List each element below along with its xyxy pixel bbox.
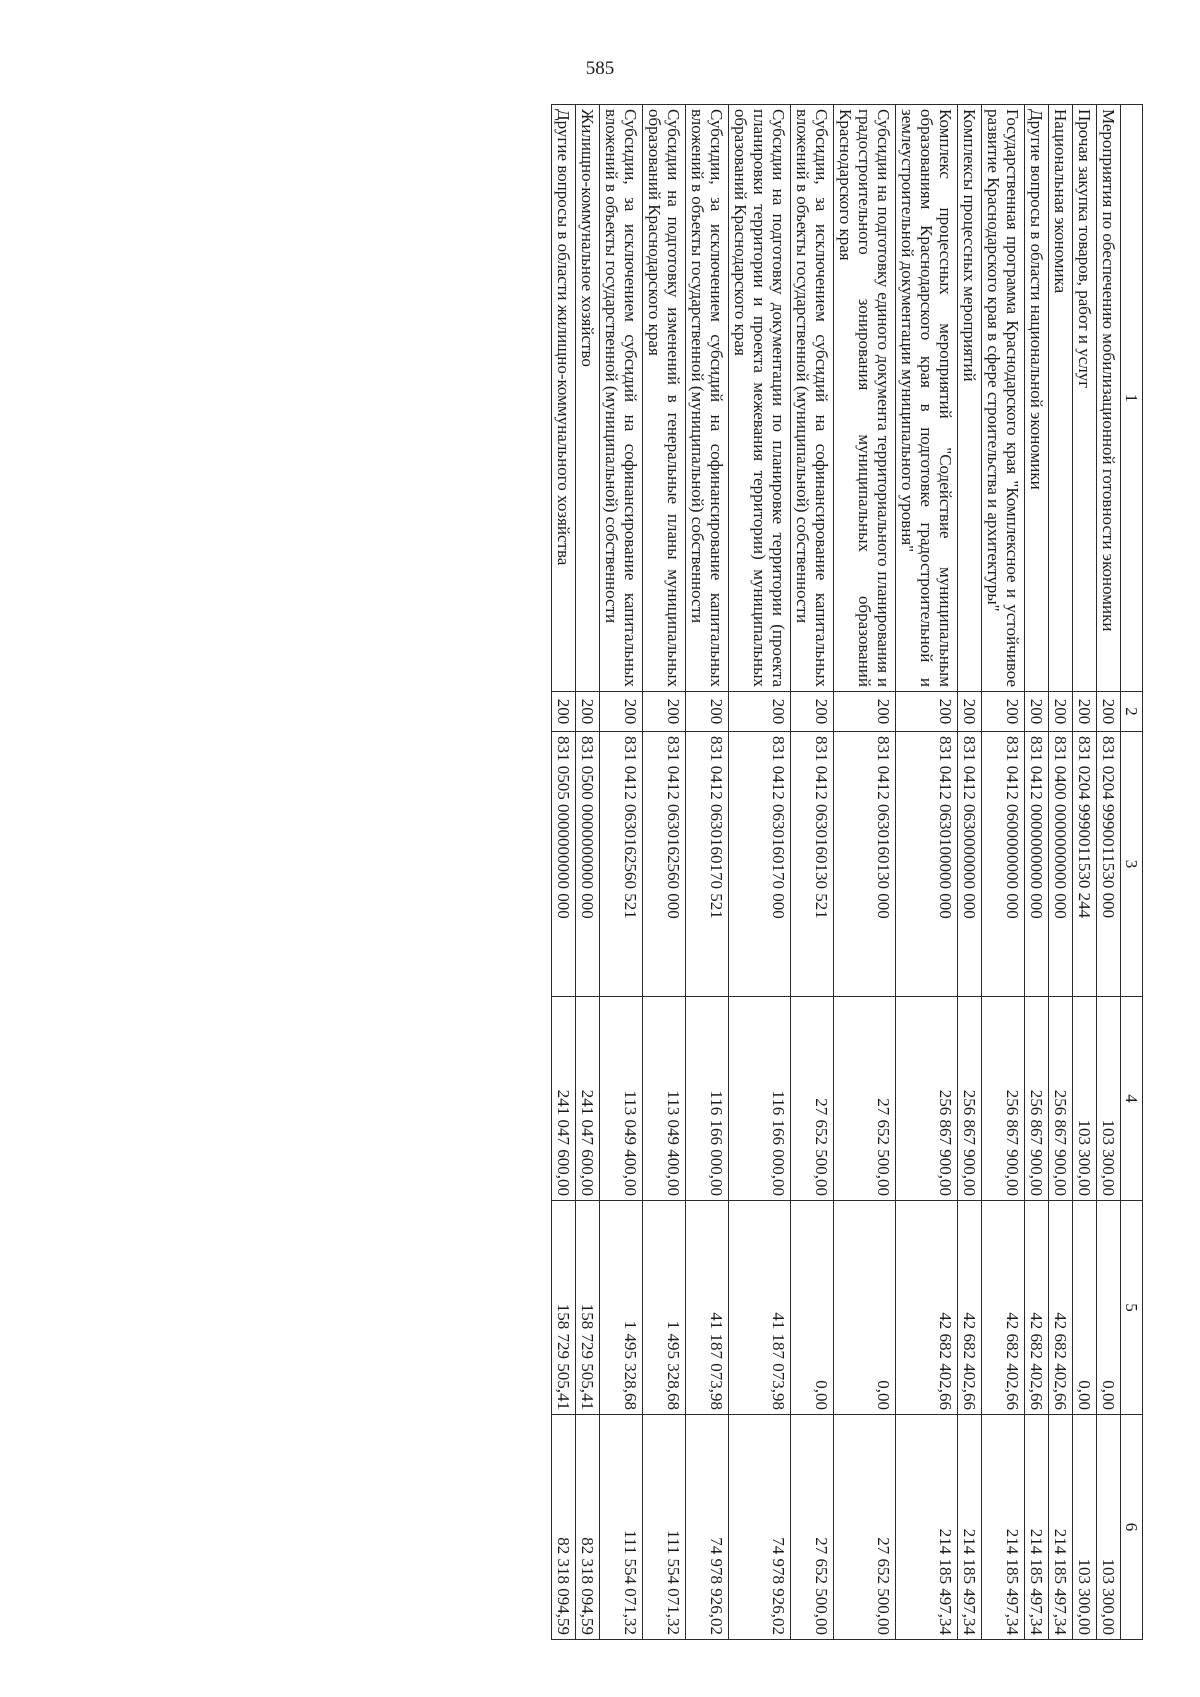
row-col6: 214 185 497,34 [1049, 1415, 1073, 1640]
row-col4: 113 049 400,00 [600, 997, 643, 1201]
table-row [576, 105, 600, 1640]
header-cell-1: 1 [1121, 105, 1143, 692]
row-col6: 82 318 094,59 [576, 1415, 600, 1640]
header-cell-2: 2 [1121, 692, 1143, 732]
row-col4: 256 867 900,00 [896, 997, 958, 1201]
header-cell-4: 4 [1121, 997, 1143, 1201]
header-cell-3: 3 [1121, 732, 1143, 997]
row-col5: 158 729 505,41 [552, 1201, 576, 1415]
row-col4: 256 867 900,00 [982, 997, 1025, 1201]
row-col5: 41 187 073,98 [686, 1201, 729, 1415]
row-code: 831 0412 0630162560 521 [600, 732, 643, 997]
row-name: Субсидии, за исключением субсидий на софинансирование капитальных вложений в объекты государственной (муниципальной) собственности [791, 105, 834, 692]
row-col2: 200 [1073, 692, 1097, 732]
row-col6: 103 300,00 [1097, 1415, 1121, 1640]
row-col4: 256 867 900,00 [1049, 997, 1073, 1201]
row-col2: 200 [729, 692, 791, 732]
row-col2: 200 [600, 692, 643, 732]
rotated-table-container [200, 104, 1143, 1639]
table-row [834, 105, 896, 1640]
row-name: Субсидии, за исключением субсидий на софинансирование капитальных вложений в объекты государственной (муниципальной) собственности [600, 105, 643, 692]
row-code: 831 0500 0000000000 000 [576, 732, 600, 997]
row-col4: 116 166 000,00 [729, 997, 791, 1201]
row-code: 831 0204 9990011530 244 [1073, 732, 1097, 997]
row-code: 831 0204 9990011530 000 [1097, 732, 1121, 997]
row-col5: 0,00 [791, 1201, 834, 1415]
row-col4: 27 652 500,00 [791, 997, 834, 1201]
row-code: 831 0412 0630160170 521 [686, 732, 729, 997]
row-col4: 27 652 500,00 [834, 997, 896, 1201]
table-row [729, 105, 791, 1640]
table-row [686, 105, 729, 1640]
row-code: 831 0412 0630160130 521 [791, 732, 834, 997]
row-name: Субсидии на подготовку документации по планировке территории (проекта планировки территории и проекта межевания территории) муниципальных образований Краснодарского края [729, 105, 791, 692]
row-col4: 256 867 900,00 [958, 997, 982, 1201]
row-code: 831 0412 0630100000 000 [896, 732, 958, 997]
row-col2: 200 [552, 692, 576, 732]
row-name: Жилищно-коммунальное хозяйство [576, 105, 600, 692]
row-name: Субсидии на подготовку изменений в генеральные планы муниципальных образований Краснодарского края [643, 105, 686, 692]
row-col2: 200 [896, 692, 958, 732]
row-name: Другие вопросы в области национальной экономики [1025, 105, 1049, 692]
row-col6: 103 300,00 [1073, 1415, 1097, 1640]
row-col2: 200 [1025, 692, 1049, 732]
row-col6: 74 978 926,02 [686, 1415, 729, 1640]
row-col4: 241 047 600,00 [576, 997, 600, 1201]
row-col6: 82 318 094,59 [552, 1415, 576, 1640]
table-row [1049, 105, 1073, 1640]
table-row [1097, 105, 1121, 1640]
row-name: Мероприятия по обеспечению мобилизационной готовности экономики [1097, 105, 1121, 692]
row-name: Комплексы процессных мероприятий [958, 105, 982, 692]
header-cell-5: 5 [1121, 1201, 1143, 1415]
row-col6: 111 554 071,32 [643, 1415, 686, 1640]
budget-table [551, 104, 1143, 1640]
row-col6: 214 185 497,34 [1025, 1415, 1049, 1640]
table-row [1073, 105, 1097, 1640]
row-code: 831 0412 0000000000 000 [1025, 732, 1049, 997]
row-code: 831 0412 0630160130 000 [834, 732, 896, 997]
row-name: Комплекс процессных мероприятий "Содействие муниципальным образованиям Краснодарского края в подготовке градостроительной и землеустроительной документации муниципального уровня" [896, 105, 958, 692]
row-code: 831 0412 0630160170 000 [729, 732, 791, 997]
row-name: Государственная программа Краснодарского края "Комплексное и устойчивое развитие Краснодарского края в сфере строительства и архитектуры" [982, 105, 1025, 692]
table-row [552, 105, 576, 1640]
row-col4: 116 166 000,00 [686, 997, 729, 1201]
row-col5: 42 682 402,66 [1025, 1201, 1049, 1415]
row-col4: 103 300,00 [1097, 997, 1121, 1201]
row-col2: 200 [686, 692, 729, 732]
header-cell-6: 6 [1121, 1415, 1143, 1640]
row-name: Субсидии на подготовку единого документа территориального планирования и градостроительного зонирования муниципальных образований Краснодарского края [834, 105, 896, 692]
row-code: 831 0505 0000000000 000 [552, 732, 576, 997]
row-name: Субсидии, за исключением субсидий на софинансирование капитальных вложений в объекты государственной (муниципальной) собственности [686, 105, 729, 692]
table-row [791, 105, 834, 1640]
row-col5: 0,00 [1097, 1201, 1121, 1415]
row-col2: 200 [1049, 692, 1073, 732]
row-col2: 200 [1097, 692, 1121, 732]
row-col6: 214 185 497,34 [958, 1415, 982, 1640]
row-col2: 200 [576, 692, 600, 732]
table-row [600, 105, 643, 1640]
row-col2: 200 [958, 692, 982, 732]
row-name: Другие вопросы в области жилищно-коммунального хозяйства [552, 105, 576, 692]
page-number: 585 [585, 58, 615, 79]
row-col5: 0,00 [834, 1201, 896, 1415]
row-col2: 200 [643, 692, 686, 732]
row-col5: 1 495 328,68 [600, 1201, 643, 1415]
row-name: Национальная экономика [1049, 105, 1073, 692]
row-code: 831 0412 0630162560 000 [643, 732, 686, 997]
row-code: 831 0412 0600000000 000 [982, 732, 1025, 997]
table-row [1025, 105, 1049, 1640]
row-name: Прочая закупка товаров, работ и услуг [1073, 105, 1097, 692]
row-col4: 103 300,00 [1073, 997, 1097, 1201]
row-col4: 113 049 400,00 [643, 997, 686, 1201]
table-row [982, 105, 1025, 1640]
row-col4: 256 867 900,00 [1025, 997, 1049, 1201]
row-col2: 200 [791, 692, 834, 732]
row-col5: 42 682 402,66 [1049, 1201, 1073, 1415]
row-col6: 214 185 497,34 [896, 1415, 958, 1640]
row-code: 831 0400 0000000000 000 [1049, 732, 1073, 997]
row-col2: 200 [982, 692, 1025, 732]
table-row [643, 105, 686, 1640]
header-row [1121, 105, 1143, 1640]
table-row [896, 105, 958, 1640]
row-col5: 41 187 073,98 [729, 1201, 791, 1415]
row-col5: 42 682 402,66 [896, 1201, 958, 1415]
row-col5: 42 682 402,66 [958, 1201, 982, 1415]
row-col2: 200 [834, 692, 896, 732]
row-col5: 0,00 [1073, 1201, 1097, 1415]
row-col6: 74 978 926,02 [729, 1415, 791, 1640]
row-col6: 27 652 500,00 [791, 1415, 834, 1640]
row-col4: 241 047 600,00 [552, 997, 576, 1201]
row-col6: 27 652 500,00 [834, 1415, 896, 1640]
row-col6: 111 554 071,32 [600, 1415, 643, 1640]
row-col5: 158 729 505,41 [576, 1201, 600, 1415]
row-code: 831 0412 0630000000 000 [958, 732, 982, 997]
row-col6: 214 185 497,34 [982, 1415, 1025, 1640]
row-col5: 1 495 328,68 [643, 1201, 686, 1415]
table-row [958, 105, 982, 1640]
row-col5: 42 682 402,66 [982, 1201, 1025, 1415]
